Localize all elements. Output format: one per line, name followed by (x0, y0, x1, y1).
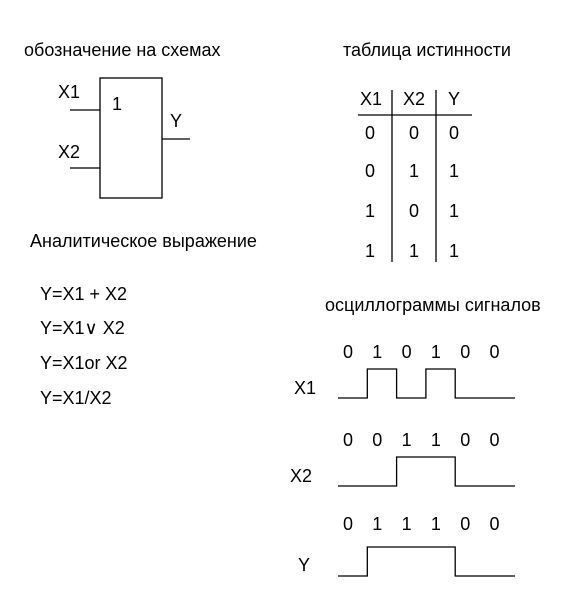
truth-table-header-x2: X2 (403, 89, 426, 109)
waveform-bit-label: 1 (430, 430, 441, 450)
truth-table-cell: 0 (409, 123, 420, 143)
waveform-bit-label: 0 (489, 342, 500, 362)
truth-table-heading: таблица истинности (343, 40, 511, 60)
analytic-expression: Y=X1or X2 (40, 353, 128, 373)
analytic-expression: Y=X1∨ X2 (40, 318, 125, 338)
waveform-y (338, 547, 515, 576)
waveform-bit-label: 0 (343, 430, 354, 450)
waveform-bit-label: 0 (460, 430, 471, 450)
analytic-heading: Аналитическое выражение (30, 231, 257, 251)
truth-table-cell: 0 (365, 123, 376, 143)
waveform-bit-label: 0 (343, 342, 354, 362)
waveform-bit-label: 0 (489, 514, 500, 534)
waveform-bit-label: 1 (430, 514, 441, 534)
symbol-heading: обозначение на схемах (24, 40, 221, 60)
truth-table-cell: 1 (365, 241, 376, 261)
symbol-input-x2-label: X2 (58, 142, 81, 162)
gate-function-label: 1 (112, 94, 123, 114)
truth-table-header-y: Y (448, 89, 461, 109)
waveform-bit-label: 1 (401, 430, 412, 450)
symbol-input-x1-label: X1 (58, 82, 81, 102)
waveform-x1 (338, 369, 515, 398)
waveform-bit-label: 0 (460, 342, 471, 362)
waveform-bit-label: 1 (401, 514, 412, 534)
truth-table-cell: 0 (409, 201, 420, 221)
waveform-x2 (338, 457, 515, 486)
truth-table-cell: 1 (409, 161, 420, 181)
waveform-bit-label: 0 (489, 430, 500, 450)
waveforms-heading: осциллограммы сигналов (325, 295, 541, 315)
gate-body (100, 78, 162, 198)
waveform-bit-label: 0 (460, 514, 471, 534)
waveform-bit-label: 0 (401, 342, 412, 362)
waveform-bit-label: 1 (372, 342, 383, 362)
waveform-y-label: Y (298, 555, 311, 575)
truth-table-cell: 1 (449, 201, 460, 221)
symbol-output-y-label: Y (170, 111, 183, 131)
analytic-expression: Y=X1/X2 (40, 388, 112, 408)
truth-table-cell: 0 (365, 161, 376, 181)
analytic-expression: Y=X1 + X2 (40, 284, 128, 304)
truth-table-cell: 1 (449, 241, 460, 261)
truth-table-cell: 1 (449, 161, 460, 181)
waveform-bit-label: 1 (372, 514, 383, 534)
waveform-bit-label: 0 (372, 430, 383, 450)
truth-table-cell: 1 (365, 201, 376, 221)
waveform-bit-label: 0 (343, 514, 354, 534)
waveform-bit-label: 1 (430, 342, 441, 362)
waveform-x1-label: X1 (294, 378, 317, 398)
truth-table-cell: 0 (449, 123, 460, 143)
waveform-x2-label: X2 (290, 466, 313, 486)
truth-table-cell: 1 (409, 241, 420, 261)
truth-table-header-x1: X1 (360, 89, 383, 109)
